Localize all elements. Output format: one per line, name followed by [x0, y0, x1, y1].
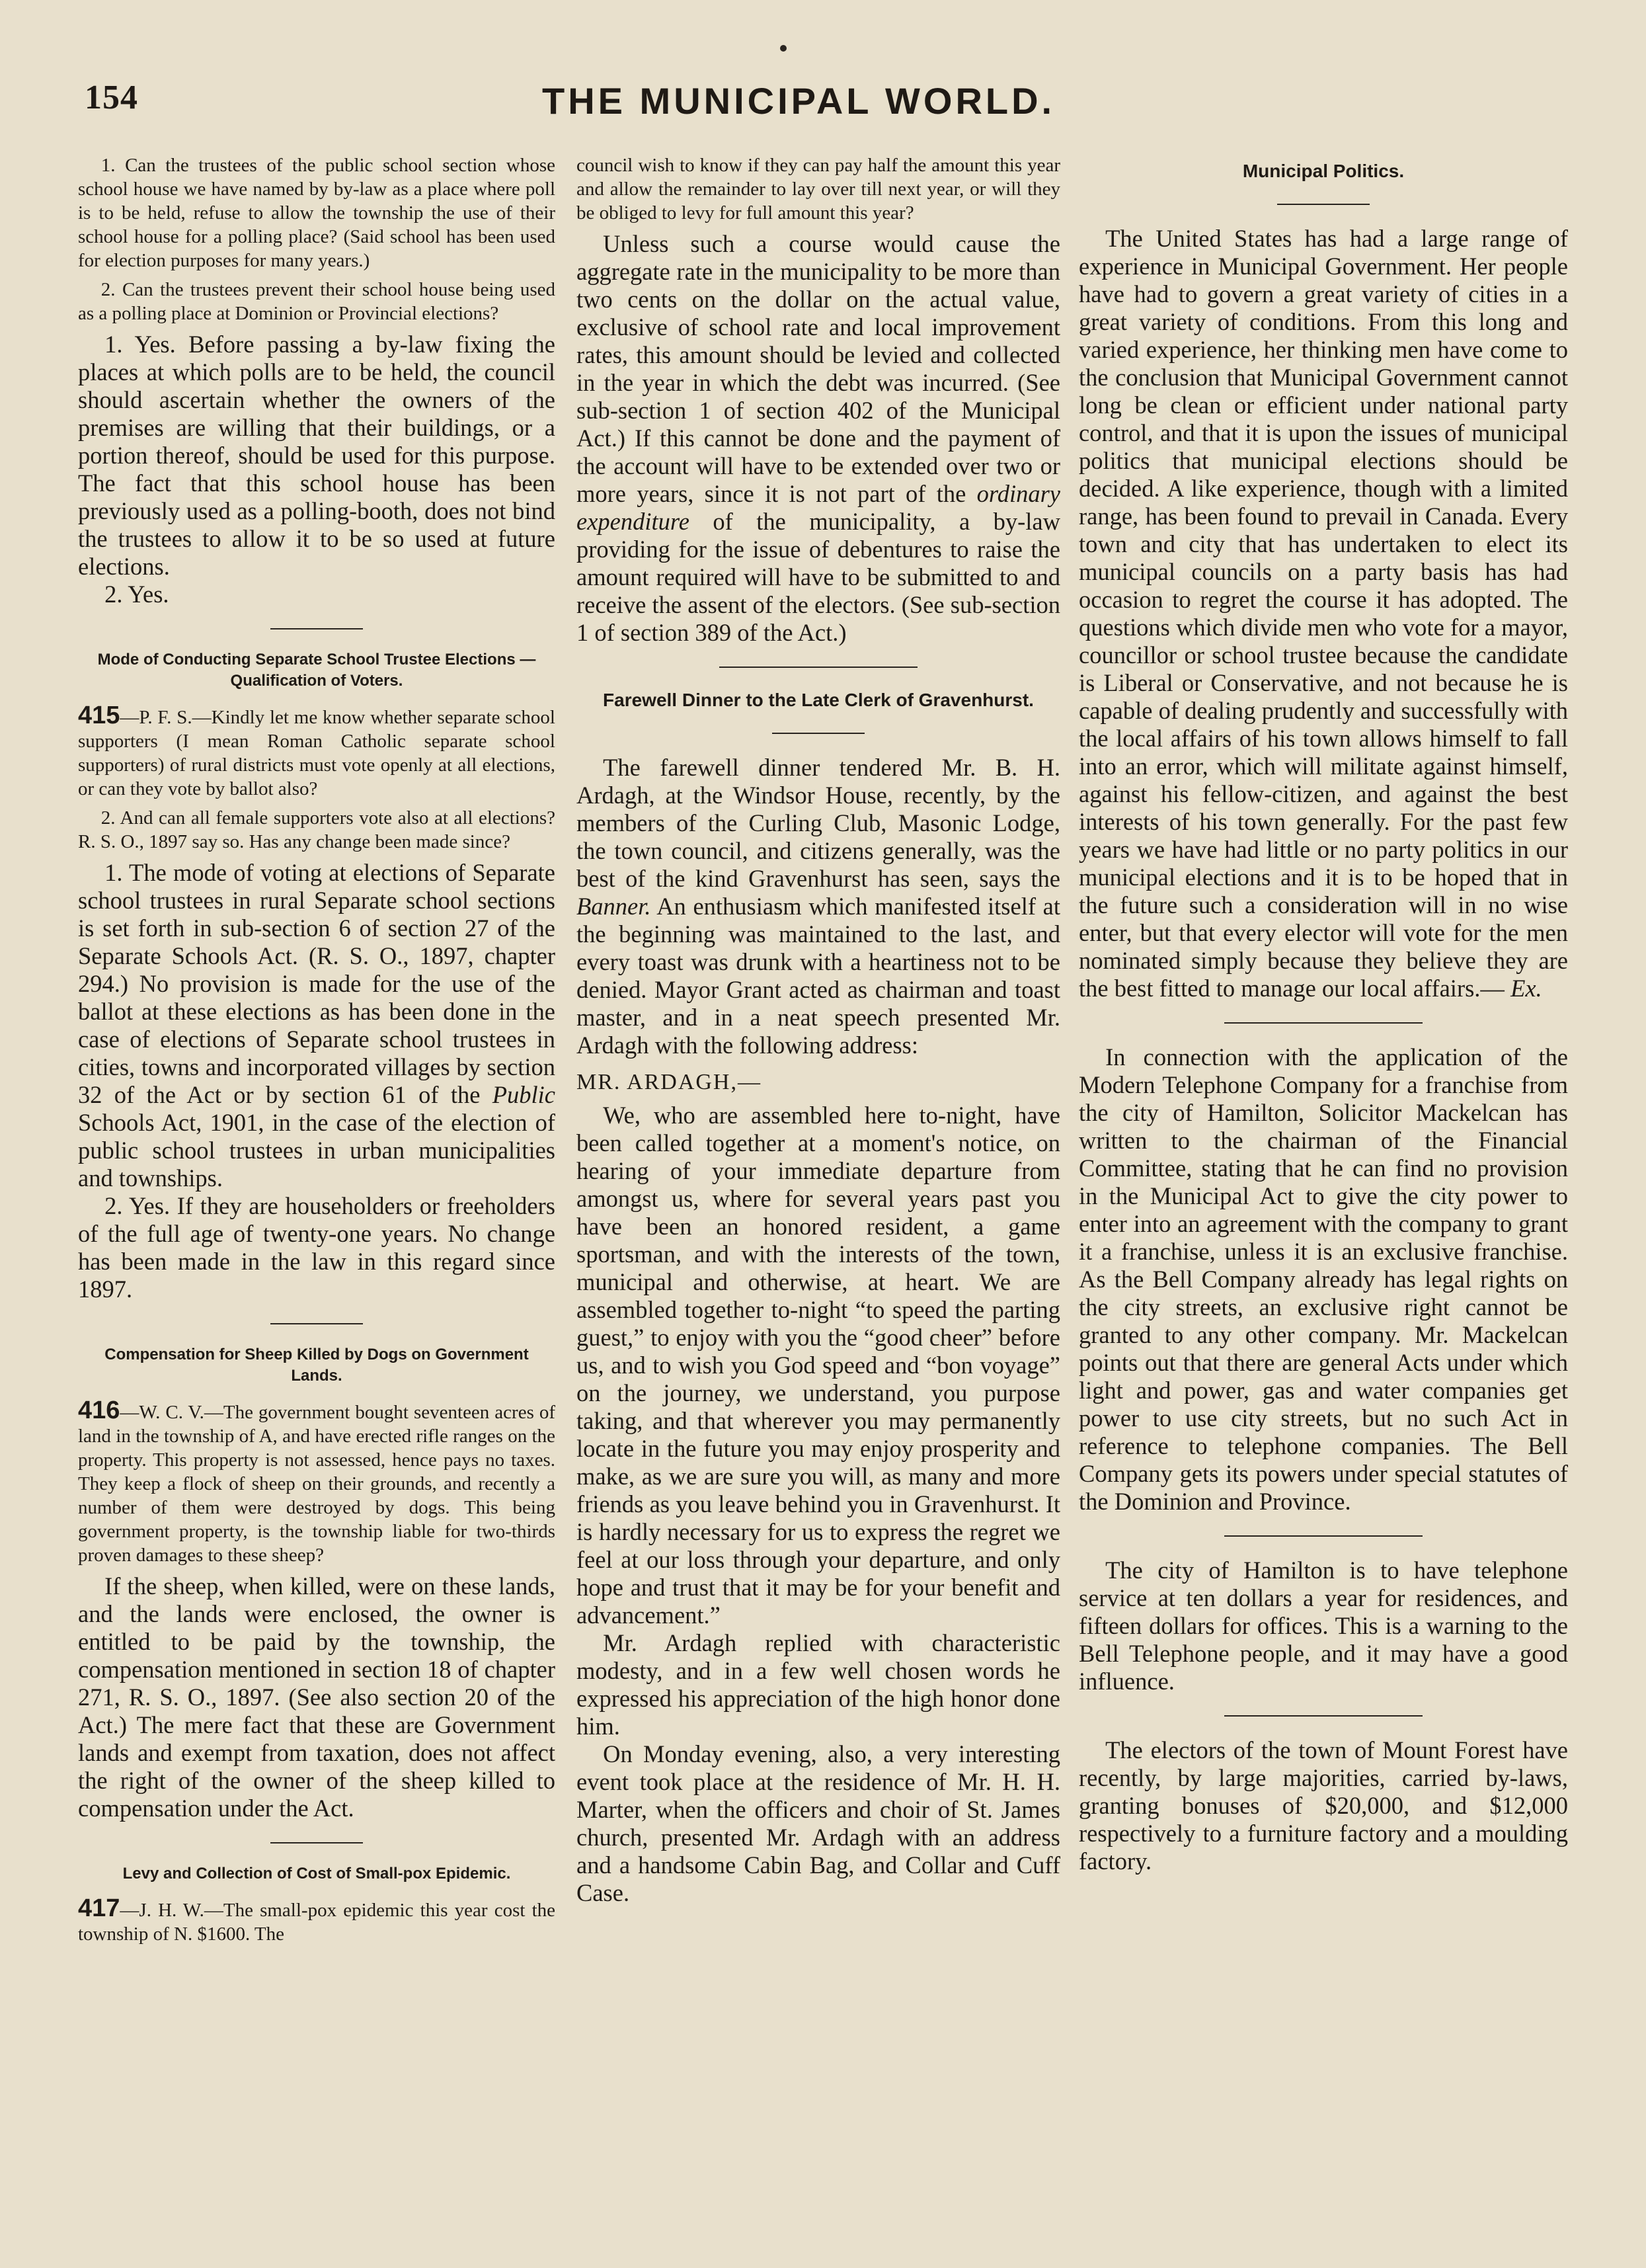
politics-paragraph: [1079, 225, 1568, 1002]
query-number-417: 417: [78, 1894, 120, 1922]
farewell-paragraph-1: [576, 754, 1060, 1059]
column-1: [78, 153, 555, 1951]
farewell-paragraph-1-end: An enthusiasm which manifested itself at the beginning was maintained to the last, and every toast was drunk with a heartiness not to be denied. Mayor Grant acted as chairman and toast master, and in a neat speech presented Mr. Ardagh with the following address:: [576, 893, 1060, 1059]
ink-dot: [780, 45, 787, 52]
section-divider: [270, 628, 363, 629]
section-divider: [719, 667, 918, 668]
question-416: [78, 1398, 555, 1567]
section-divider: [1224, 1022, 1423, 1024]
question-415b: 2. And can all female supporters vote also at all elections? R. S. O., 1897 say so. Has any change been made since?: [78, 807, 555, 852]
question-417-text: —J. H. W.—The small-pox epidemic this year cost the township of N. $1600. The: [78, 1900, 555, 1945]
heading-416: Compensation for Sheep Killed by Dogs on Government Lands.: [104, 1346, 529, 1385]
heading-417: Levy and Collection of Cost of Small-pox Epidemic.: [122, 1865, 511, 1883]
source-attribution: Ex.: [1510, 975, 1542, 1002]
address-salutation: MR. ARDAGH,—: [576, 1070, 762, 1094]
answer-415-1-italic: Public: [492, 1081, 555, 1108]
heading-underline: [1277, 204, 1370, 205]
page-number: 154: [85, 79, 138, 116]
question-1: 1. Can the trustees of the public school section whose school house we have named by by-law as a place where poll is to be held, refuse to allow the township the use of their school house for a polling place? (Said school has been used for election purposes for many years.): [78, 155, 555, 271]
section-divider: [270, 1842, 363, 1843]
politics-paragraph-text: The United States has had a large range of experience in Municipal Government. Her people have had to govern a great variety of cities in a great variety of conditions. From this long and varied experience, her thinking men have come to the conclusion that Municipal Government cannot long be clean or efficient under national party control, and that it is upon the issues of municipal politics that municipal elections should be decided. A like experience, though with a limited range, has been found to prevail in Canada. Every town and city that has undertaken to elect its municipal councils on a party basis has had occasion to regret the course it has adopted. The questions which divide men who vote for a mayor, councillor or school trustee because the candidate is Liberal or Conservative, and not because he is capable of dealing prudently and successfully with the local affairs of his town allows himself to fall into an error, which will militate against himself, against his fellow-citizen, and against the best interests of his town generally. For the past few years we have had little or no party politics in our municipal elections and it is to be hoped that in the future such a consideration will in no wise enter, but that every elector will vote for the men nominated simply because they believe they are the best fitted to manage our local affairs.—: [1079, 225, 1568, 1002]
farewell-address: We, who are assembled here to-night, have been called together at a moment's notice, on hearing of your immediate departure from amongst us, where for several years past you have been an honored resident, a game sportsman, and with the interests of the town, municipal and otherwise, at heart. We are assembled together to-night “to speed the parting guest,” to enjoy with you the “good cheer” before us, and to wish you God speed and “bon voyage” on the journey, we understand, you purpose taking, and that wherever you may permanently locate in the future you may enjoy prosperity and make, as we are sure you will, as many and more friends as you leave behind you in Gravenhurst. It is hardly necessary for us to express the regret we feel at our loss through your departure, and only hope and trust that it may be for your benefit and advancement.”: [576, 1102, 1060, 1629]
heading-415: Mode of Conducting Separate School Trustee Elections —Qualification of Voters.: [97, 651, 536, 690]
answer-415-1: [78, 859, 555, 1192]
heading-farewell: Farewell Dinner to the Late Clerk of Gravenhurst.: [603, 690, 1034, 710]
answer-416: If the sheep, when killed, were on these lands, and the lands were enclosed, the owner is entitled to be paid by the township, the compensation mentioned in section 18 of chapter 271, R. S. O., 1897. (See also section 20 of the Act.) The mere fact that these are Government lands and exempt from taxation, does not affect the right of the owner of the sheep killed to compensation under the Act.: [78, 1572, 555, 1822]
mount-forest-paragraph: The electors of the town of Mount Forest have recently, by large majorities, carried by-laws, granting bonuses of $20,000, and $12,000 respectively to a furniture factory and a moulding factory.: [1079, 1736, 1568, 1875]
question-417: [78, 1896, 555, 1946]
masthead-title: THE MUNICIPAL WORLD.: [542, 80, 1056, 122]
answer-417-italic: ordinary expenditure: [576, 480, 1061, 535]
telephone-paragraph: In connection with the application of the Modern Telephone Company for a franchise from the city of Hamilton, Solicitor Mackelcan has written to the chairman of the Financial Committee, stating that he can find no provision in the Municipal Act to give the city power to enter into an agreement with the company to grant it a franchise, unless it is an exclusive franchise. As the Bell Company already has legal rights on the city streets, an exclusive right cannot be granted to any other company. Mr. Mackelcan points out that there are general Acts under which light and power, gas and water companies get power to use city streets, but no such Act in reference to telephone companies. The Bell Company gets its powers under special statutes of the Dominion and Province.: [1079, 1043, 1568, 1515]
question-417-continued: council wish to know if they can pay half the amount this year and allow the remainder to lay over till next year, or will they be obliged to levy for full amount this year?: [576, 155, 1060, 223]
query-number-416: 416: [78, 1397, 120, 1424]
farewell-paragraph-4: On Monday evening, also, a very interesting event took place at the residence of Mr. H. H. Marter, when the officers and choir of St. James church, presented Mr. Ardagh with an address and a handsome Cabin Bag, and Collar and Cuff Case.: [576, 1740, 1060, 1906]
section-divider: [1224, 1535, 1423, 1537]
column-2: [576, 153, 1060, 1907]
answer-2: 2. Yes.: [104, 581, 169, 608]
answer-415-1-text: 1. The mode of voting at elections of Separate school trustees in rural Separate school sections is set forth in sub-section 6 of section 27 of the Separate Schools Act. (R. S. O., 1897, chapter 294.) No provision is made for the use of the ballot at these elections as has been done in the case of elections of Separate school trustees in cities, towns and incorporated villages by section 32 of the Act or by section 61 of the: [78, 859, 555, 1108]
answer-1: 1. Yes. Before passing a by-law fixing the places at which polls are to be held, the council should ascertain whether the owners of the premises are willing that their buildings, or a portion thereof, should be used for this purpose. The fact that this school house has been previously used as a polling-booth, does not bind the trustees to allow it to be so used at future elections.: [78, 331, 555, 580]
question-2: 2. Can the trustees prevent their school house being used as a polling place at Dominion or Provincial elections?: [78, 279, 555, 324]
answer-417-text: Unless such a course would cause the aggregate rate in the municipality to be more than two cents on the dollar on the actual value, exclusive of school rate and local improvement rates, this amount should be levied and collected in the year in which the debt was incurred. (See sub-section 1 of section 402 of the Municipal Act.) If this cannot be done and the payment of the account will have to be extended over two or more years, since it is not part of the: [576, 230, 1060, 507]
hamilton-paragraph: The city of Hamilton is to have telephone service at ten dollars a year for residences, and fifteen dollars for offices. This is a warning to the Bell Telephone people, and it may have a good influence.: [1079, 1557, 1568, 1695]
farewell-paragraph-1-text: The farewell dinner tendered Mr. B. H. Ardagh, at the Windsor House, recently, by the members of the Curling Club, Masonic Lodge, the town council, and citizens generally, was the best of the kind Gravenhurst has seen, says the: [576, 754, 1060, 892]
heading-municipal-politics: Municipal Politics.: [1242, 161, 1405, 181]
answer-417-end: of the municipality, a by-law providing for the issue of debentures to raise the amount required will have to be submitted to and receive the assent of the electors. (See sub-section 1 of section 389 of the Act.): [576, 508, 1060, 646]
question-415-text: —P. F. S.—Kindly let me know whether separate school supporters (I mean Roman Catholic separate school supporters) of rural districts must vote openly at all elections, or can they vote by ballot also?: [78, 707, 555, 799]
answer-415-1-end: Schools Act, 1901, in the case of the election of public school trustees in urban municipalities and townships.: [78, 1109, 555, 1192]
newspaper-name: Banner.: [576, 893, 651, 920]
farewell-paragraph-3: Mr. Ardagh replied with characteristic modesty, and in a few well chosen words he expressed his appreciation of the high honor done him.: [576, 1629, 1060, 1740]
question-415: [78, 704, 555, 801]
column-3: [1079, 153, 1568, 1875]
section-divider: [1224, 1715, 1423, 1717]
heading-underline: [772, 733, 865, 734]
answer-417: [576, 230, 1060, 647]
answer-415-2: 2. Yes. If they are householders or freeholders of the full age of twenty-one years. No change has been made in the law in this regard since 1897.: [78, 1192, 555, 1303]
section-divider: [270, 1323, 363, 1324]
question-416-text: —W. C. V.—The government bought seventeen acres of land in the township of A, and have erected rifle ranges on the property. This property is not assessed, hence pays no taxes. They keep a flock of sheep on their grounds, and recently a number of them were destroyed by dogs. This being government property, is the township liable for two-thirds proven damages to these sheep?: [78, 1402, 555, 1566]
query-number-415: 415: [78, 702, 120, 729]
